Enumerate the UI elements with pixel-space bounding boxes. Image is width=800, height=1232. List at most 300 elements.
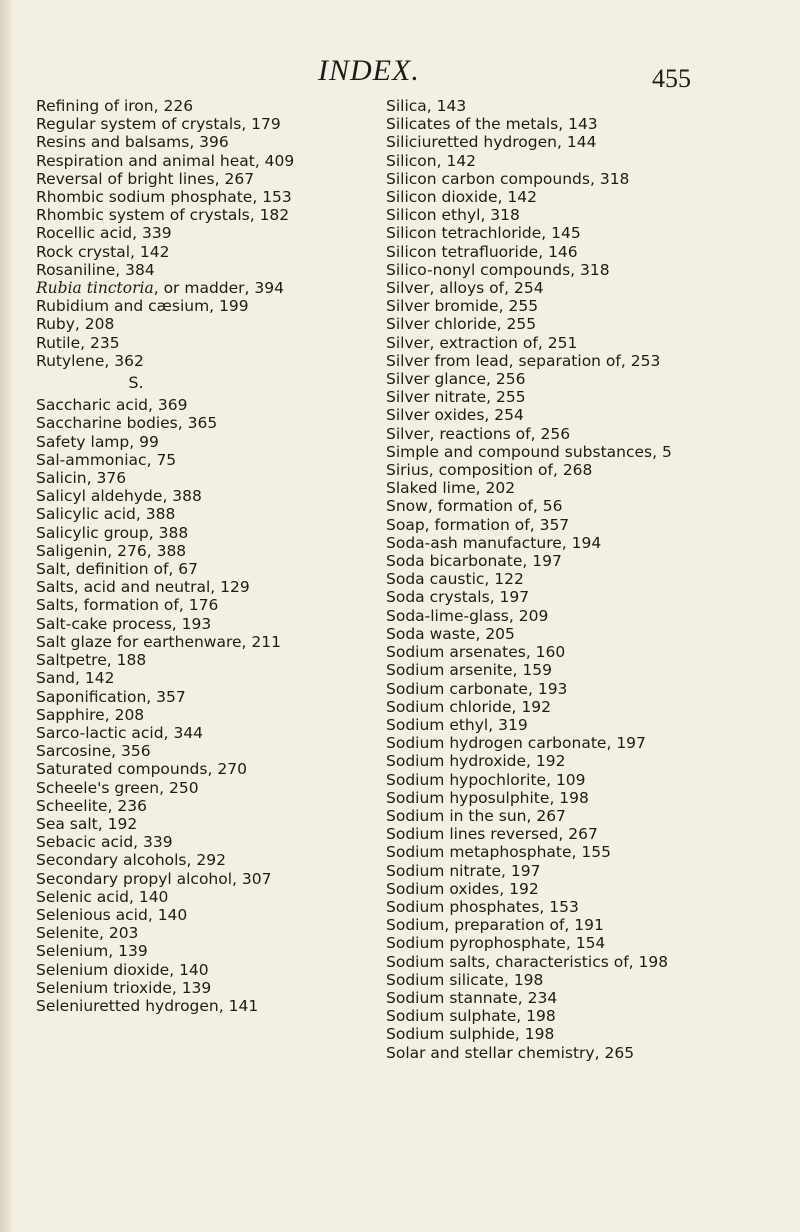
entry-separator: , (249, 206, 260, 225)
index-entry (386, 934, 786, 952)
index-entry-rubia (36, 279, 376, 297)
entry-name: Salicyl aldehyde (36, 487, 163, 506)
entry-pages: 267 (536, 806, 566, 825)
entry-separator: , (516, 1007, 527, 1026)
index-entry (386, 843, 786, 861)
entry-pages: 208 (114, 705, 145, 724)
index-entry (386, 443, 786, 461)
index-entry (36, 596, 376, 614)
entry-name: Respiration and animal heat (36, 151, 255, 170)
entry-separator: , (552, 461, 563, 480)
index-entry (386, 243, 786, 261)
entry-separator: , (484, 406, 495, 425)
page-header (0, 54, 800, 94)
index-entry (386, 224, 786, 242)
entry-pages: 198 (526, 1007, 556, 1026)
index-entry (36, 724, 376, 742)
index-entry (36, 152, 376, 170)
entry-pages: 188 (116, 651, 147, 670)
entry-pages: 5 (662, 442, 672, 461)
index-entry (386, 1007, 786, 1025)
entry-pages: 197 (532, 552, 562, 571)
entry-separator: , (130, 242, 140, 261)
index-entry (36, 633, 376, 651)
index-entry (36, 414, 376, 432)
entry-name: Silicon ethyl (386, 206, 481, 225)
entry-name: Sodium lines reversed (386, 825, 559, 844)
entry-pages: 142 (139, 242, 170, 261)
entry-separator: , (529, 515, 540, 534)
index-entry (36, 560, 376, 578)
entry-name: Soap, formation of (386, 515, 530, 534)
index-entry (36, 352, 376, 370)
entry-pages: 270 (217, 760, 247, 779)
entry-pages: 75 (156, 450, 177, 469)
section-letter-s: S. (128, 373, 144, 393)
entry-separator: , (508, 606, 519, 625)
entry-name: Secondary alcohols (36, 851, 187, 870)
r-entries-list (36, 97, 376, 279)
entry-pages: 182 (259, 206, 290, 225)
entry-separator: , (512, 661, 523, 680)
entry-name: Selenium trioxide (36, 978, 172, 997)
entry-pages: 153 (262, 188, 292, 207)
index-entry (386, 898, 786, 916)
entry-name: Sodium hydrogen carbonate (386, 734, 607, 753)
entry-separator: , (497, 188, 508, 207)
entry-separator: , (146, 450, 157, 469)
entry-separator: , (168, 560, 179, 579)
entry-pages: 318 (490, 206, 520, 225)
entry-separator: , (594, 1043, 605, 1062)
entry-name: Sodium ethyl (386, 715, 489, 734)
entry-name: Silver glance (386, 370, 486, 389)
entry-name: Rutylene (36, 351, 105, 370)
index-entry (36, 487, 376, 505)
entry-pages: 250 (169, 778, 199, 797)
entry-separator: , (538, 242, 549, 261)
entry-separator: , (488, 715, 499, 734)
entry-pages: 255 (506, 315, 537, 334)
entry-name: Soda-lime-glass (386, 606, 509, 625)
entry-pages: 139 (118, 942, 148, 961)
entry-pages: 67 (178, 560, 198, 579)
entry-name: Sodium pyrophosphate (386, 934, 566, 953)
entry-pages: 209 (518, 606, 549, 625)
entry-name: Refining of iron (36, 97, 154, 115)
entry-name: Siliciuretted hydrogen (386, 133, 557, 152)
index-entry (386, 461, 786, 479)
entry-pages: 276, 388 (117, 541, 187, 560)
entry-pages: 268 (562, 461, 593, 480)
entry-pages: 205 (485, 624, 515, 643)
entry-separator: , (177, 414, 188, 433)
entry-name: Secondary propyl alcohol (36, 869, 233, 888)
entry-name: Sodium sulphide (386, 1025, 515, 1044)
index-entry (386, 1025, 786, 1043)
entry-separator: , (133, 833, 144, 852)
entry-name: Silver oxides (386, 406, 485, 425)
entry-separator: , (129, 432, 140, 451)
entry-name: Silver, alloys of (386, 279, 505, 298)
entry-name: Selenite (36, 924, 99, 943)
entry-separator: , (652, 442, 662, 461)
entry-separator: , (504, 279, 514, 298)
entry-pages: 139 (181, 978, 212, 997)
entry-pages: 197 (499, 588, 530, 607)
entry-separator: , (499, 879, 510, 898)
entry-separator: , (104, 705, 115, 724)
entry-name: Silver, extraction of (386, 333, 538, 352)
index-entry (36, 170, 376, 188)
index-entry (386, 771, 786, 789)
index-entry (386, 789, 786, 807)
entry-separator: , (436, 151, 447, 170)
entry-name: Scheelite (36, 796, 108, 815)
entry-separator: , (496, 315, 507, 334)
entry-pages: 235 (89, 333, 120, 352)
index-entry (386, 916, 786, 934)
entry-separator: , (527, 679, 538, 698)
index-entry (386, 570, 786, 588)
index-entry (36, 261, 376, 279)
entry-name: Soda caustic (386, 570, 485, 589)
entry-separator: , (74, 315, 85, 334)
index-entry (36, 924, 376, 942)
index-entry (386, 479, 786, 497)
entry-pages: 159 (522, 661, 552, 680)
entry-pages: 267 (224, 169, 255, 188)
entry-separator: , (254, 151, 265, 170)
entry-name: Rubia tinctoria (36, 279, 154, 298)
entry-pages: 376 (96, 469, 127, 488)
entry-separator: , (526, 806, 537, 825)
entry-separator: , (218, 996, 229, 1015)
entry-separator: , (589, 169, 600, 188)
entry-pages: 265 (604, 1043, 635, 1062)
entry-name: Seleniuretted hydrogen (36, 996, 219, 1015)
entry-pages: 236 (117, 796, 147, 815)
entry-pages: 198 (513, 970, 544, 989)
entry-separator: , (628, 952, 639, 971)
entry-separator: , (501, 861, 511, 880)
entry-pages: 199 (219, 297, 249, 316)
index-entry (36, 524, 376, 542)
entry-separator: , (97, 814, 108, 833)
index-entry (386, 425, 786, 443)
entry-separator: , (178, 596, 189, 615)
entry-pages: 198 (638, 952, 669, 971)
entry-name: Sodium hyposulphite (386, 788, 550, 807)
entry-separator: , (241, 115, 252, 134)
index-entry (36, 297, 376, 315)
entry-separator: , (163, 723, 174, 742)
index-entry (386, 716, 786, 734)
entry-pages: 109 (555, 770, 586, 789)
entry-pages: 307 (241, 869, 272, 888)
entry-pages: 251 (547, 333, 578, 352)
index-entry (36, 706, 376, 724)
entry-pages: 145 (551, 224, 581, 243)
entry-pages: 255 (496, 388, 526, 407)
index-entry (386, 588, 786, 606)
entry-name: Simple and compound substances (386, 442, 653, 461)
index-entry (386, 261, 786, 279)
entry-separator: , (189, 133, 200, 152)
entry-separator: , (210, 578, 221, 597)
entry-name: Sirius, composition of (386, 461, 553, 480)
entry-separator: , (207, 760, 218, 779)
index-entry (386, 752, 786, 770)
entry-name: Salts, acid and neutral (36, 578, 211, 597)
entry-separator: , (132, 224, 143, 243)
entry-name: Ruby (36, 315, 75, 334)
entry-name: Sand (36, 669, 75, 688)
index-entry (36, 133, 376, 151)
entry-name: Silicon (386, 151, 437, 170)
index-entry (36, 779, 376, 797)
entry-pages: 143 (436, 97, 467, 115)
entry-name: Silica (386, 97, 427, 115)
index-entry (386, 352, 786, 370)
entry-name: Saligenin (36, 541, 108, 560)
index-entry (36, 997, 376, 1015)
entry-name: Soda waste (386, 624, 476, 643)
index-entry (386, 279, 786, 297)
entry-name: Rosaniline (36, 260, 116, 279)
entry-pages: 202 (485, 479, 516, 498)
entry-name: Salt, definition of (36, 560, 169, 579)
entry-name: Sodium in the sun (386, 806, 527, 825)
entry-pages: 176 (188, 596, 219, 615)
entry-name: Scheele's green (36, 778, 160, 797)
entry-separator: , (148, 396, 158, 415)
entry-name: Safety lamp (36, 432, 130, 451)
entry-separator: , (522, 552, 533, 571)
entry-name: Selenic acid (36, 887, 129, 906)
entry-separator: , (558, 825, 569, 844)
entry-pages: , or madder, 394 (153, 279, 284, 298)
entry-separator: , (171, 978, 182, 997)
entry-pages: 192 (509, 879, 539, 898)
entry-pages: 154 (575, 934, 606, 953)
entry-pages: 339 (142, 224, 172, 243)
entry-name: Rubidium and cæsium (36, 297, 210, 316)
entry-name: Sodium hypochlorite (386, 770, 547, 789)
entry-separator: , (526, 752, 536, 771)
index-entry (36, 315, 376, 333)
entry-name: Saponification (36, 687, 147, 706)
entry-name: Sodium hydroxide (386, 752, 527, 771)
entry-name: Selenious acid (36, 905, 148, 924)
index-entry (386, 862, 786, 880)
entry-separator: , (486, 370, 496, 389)
entry-pages: 129 (220, 578, 250, 597)
entry-name: Sea salt (36, 814, 98, 833)
entry-pages: 267 (568, 825, 598, 844)
entry-pages: 319 (498, 715, 528, 734)
entry-pages: 142 (507, 188, 537, 207)
entry-separator: , (475, 624, 486, 643)
entry-separator: , (558, 115, 569, 134)
entry-name: Salts, formation of (36, 596, 179, 615)
index-entry (36, 760, 376, 778)
entry-pages: 191 (574, 916, 604, 935)
entry-name: Resins and balsams (36, 133, 190, 152)
entry-pages: 192 (535, 752, 566, 771)
entry-name: Silicon carbon compounds (386, 169, 590, 188)
index-entry (36, 870, 376, 888)
index-entry (386, 807, 786, 825)
entry-pages: 226 (163, 97, 194, 115)
entry-pages: 56 (542, 497, 563, 516)
index-entry (386, 680, 786, 698)
entry-separator: , (539, 897, 550, 916)
entry-pages: 253 (630, 351, 661, 370)
entry-name: Silver from lead, separation of (386, 351, 621, 370)
entry-name: Sodium nitrate (386, 861, 502, 880)
index-entry (36, 505, 376, 523)
index-entry (386, 97, 786, 115)
index-entry (36, 906, 376, 924)
entry-pages: 140 (157, 905, 188, 924)
entry-name: Silicon tetrachloride (386, 224, 542, 243)
entry-name: Sodium arsenite (386, 661, 513, 680)
index-entry (386, 661, 786, 679)
index-entry (386, 880, 786, 898)
index-entry (386, 825, 786, 843)
entry-name: Sodium sulphate (386, 1007, 517, 1026)
entry-separator: , (108, 942, 119, 961)
index-entry (36, 224, 376, 242)
index-entry (386, 133, 786, 151)
entry-name: Soda-ash manufacture (386, 533, 562, 552)
entry-name: Silver bromide (386, 297, 499, 316)
entry-name: Sodium chloride (386, 697, 512, 716)
entry-pages: 197 (510, 861, 541, 880)
index-entry (386, 188, 786, 206)
entry-pages: 179 (251, 115, 281, 134)
entry-separator: , (571, 843, 582, 862)
entry-name: Sodium stannate (386, 988, 518, 1007)
entry-separator: , (106, 651, 117, 670)
entry-pages: 234 (527, 988, 558, 1007)
entry-pages: 142 (446, 151, 477, 170)
index-entry (386, 734, 786, 752)
entry-separator: , (107, 796, 118, 815)
entry-separator: , (537, 333, 548, 352)
entry-separator: , (214, 169, 225, 188)
entry-name: Silver nitrate (386, 388, 487, 407)
index-entry (36, 97, 376, 115)
entry-separator: , (570, 260, 581, 279)
entry-pages: 192 (521, 697, 551, 716)
index-entry (386, 1044, 786, 1062)
entry-pages: 193 (537, 679, 568, 698)
index-entry (386, 152, 786, 170)
index-entry (36, 578, 376, 596)
entry-name: Saccharic acid (36, 396, 148, 415)
entry-pages: 192 (107, 814, 138, 833)
entry-name: Saturated compounds (36, 760, 208, 779)
index-entry (36, 961, 376, 979)
index-entry (386, 370, 786, 388)
entry-pages: 256 (540, 424, 571, 443)
entry-pages: 357 (156, 687, 186, 706)
entry-pages: 198 (524, 1025, 555, 1044)
entry-separator: , (532, 497, 543, 516)
entry-separator: , (159, 778, 169, 797)
entry-pages: 194 (571, 533, 602, 552)
entry-separator: , (241, 632, 252, 651)
entry-pages: 140 (179, 960, 209, 979)
entry-separator: , (525, 643, 536, 662)
entry-separator: , (498, 297, 509, 316)
entry-pages: 365 (187, 414, 218, 433)
entry-name: Salicylic acid (36, 505, 136, 524)
entry-pages: 254 (513, 279, 544, 298)
entry-name: Rocellic acid (36, 224, 133, 243)
entry-separator: , (426, 97, 437, 115)
entry-separator: , (162, 487, 173, 506)
r-entries-list-continued (36, 297, 376, 370)
entry-name: Silver, reactions of (386, 424, 531, 443)
entry-name: Sodium arsenates (386, 643, 526, 662)
entry-separator: , (111, 742, 121, 761)
index-entry (386, 315, 786, 333)
entry-pages: 99 (139, 432, 159, 451)
entry-name: Silicon tetrafluoride (386, 242, 539, 261)
entry-separator: , (503, 970, 514, 989)
entry-name: Saltpetre (36, 651, 107, 670)
entry-separator: , (517, 988, 528, 1007)
entry-separator: , (209, 297, 220, 316)
index-entry (386, 334, 786, 352)
entry-pages: 357 (539, 515, 570, 534)
entry-separator: , (549, 788, 560, 807)
entry-pages: 203 (108, 924, 139, 943)
entry-name: Saccharine bodies (36, 414, 178, 433)
index-entry (36, 851, 376, 869)
index-entry (36, 669, 376, 687)
entry-pages: 144 (566, 133, 597, 152)
entry-pages: 292 (196, 851, 226, 870)
index-entry (36, 615, 376, 633)
entry-pages: 142 (84, 669, 115, 688)
entry-name: Rhombic system of crystals (36, 206, 250, 225)
entry-pages: 318 (599, 169, 630, 188)
entry-pages: 122 (494, 570, 524, 589)
entry-separator: , (107, 541, 118, 560)
entry-separator: , (252, 188, 263, 207)
entry-pages: 388 (172, 487, 202, 506)
index-entry (386, 552, 786, 570)
index-entry (36, 334, 376, 352)
entry-separator: , (98, 924, 109, 943)
entry-name: Sodium silicate (386, 970, 504, 989)
s-entries-list (36, 396, 376, 1015)
index-entry (386, 698, 786, 716)
entry-pages: 396 (199, 133, 229, 152)
page-title: INDEX. (318, 54, 420, 87)
entry-name: Snow, formation of (386, 497, 533, 516)
entry-name: Soda bicarbonate (386, 552, 523, 571)
index-entry (386, 534, 786, 552)
entry-name: Salicin (36, 469, 87, 488)
index-entry (36, 797, 376, 815)
entry-name: Selenium dioxide (36, 960, 170, 979)
entry-separator: , (146, 687, 157, 706)
